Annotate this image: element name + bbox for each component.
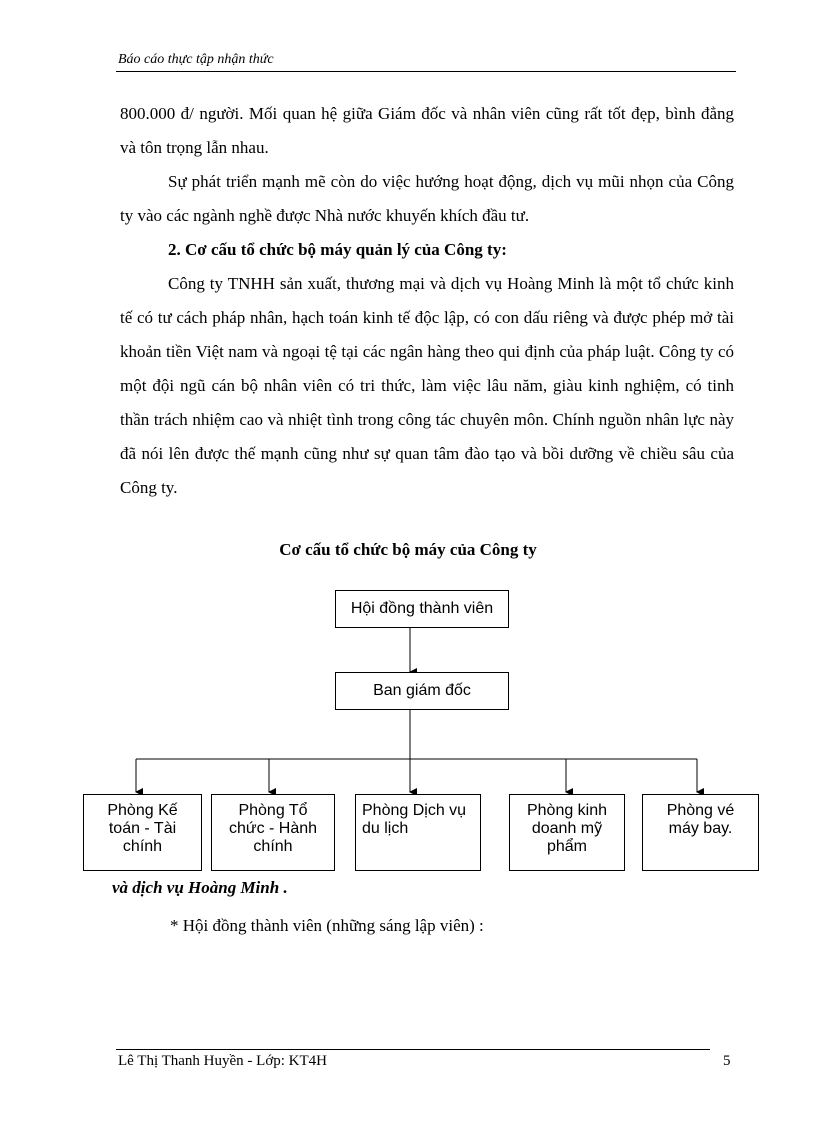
- org-box-dept-cosmetics: Phòng kinh doanh mỹ phẩm: [509, 794, 625, 871]
- footer-author: Lê Thị Thanh Huyền - Lớp: KT4H: [118, 1053, 328, 1069]
- section-heading: 2. Cơ cấu tổ chức bộ máy quản lý của Công ty:: [168, 240, 507, 259]
- org-box-dept-travel: Phòng Dịch vụ du lịch: [355, 794, 481, 871]
- org-box-dept-tickets: Phòng vé máy bay.: [642, 794, 759, 871]
- members-heading: * Hội đồng thành viên (những sáng lập viên) :: [170, 916, 484, 935]
- page-number: 5: [723, 1053, 731, 1069]
- figure-caption: và dịch vụ Hoàng Minh .: [112, 878, 288, 897]
- running-header: Báo cáo thực tập nhận thức: [118, 52, 274, 67]
- paragraph-2: Sự phát triển mạnh mẽ còn do việc hướng hoạt động, dịch vụ mũi nhọn của Công ty vào các ngành nghề được Nhà nước khuyến khích đầu tư.: [120, 172, 734, 225]
- org-box-board-of-directors: Ban giám đốc: [335, 672, 509, 710]
- org-box-members-council: Hội đồng thành viên: [335, 590, 509, 628]
- paragraph-3: Công ty TNHH sản xuất, thương mại và dịch vụ Hoàng Minh là một tổ chức kinh tế có tư cách pháp nhân, hạch toán kinh tế độc lập, có con dấu riêng và được phép mở tài khoản tiền Việt nam và ngoại tệ tại các ngân hàng theo qui định của pháp luật. Công ty có một đội ngũ cán bộ nhân viên có tri thức, làm việc lâu năm, giàu kinh nghiệm, có tinh thần trách nhiệm cao và nhiệt tình trong công tác chuyên môn. Chính nguồn nhân lực này đã nói lên được thế mạnh cũng như sự quan tâm đào tạo và bồi dưỡng về chiều sâu của Công ty.: [120, 274, 734, 497]
- paragraph-1: 800.000 đ/ người. Mối quan hệ giữa Giám đốc và nhân viên cũng rất tốt đẹp, bình đẳng và tôn trọng lẫn nhau.: [120, 104, 734, 157]
- org-chart-title: Cơ cấu tổ chức bộ máy của Công ty: [279, 540, 537, 559]
- org-box-dept-admin: Phòng Tổ chức - Hành chính: [211, 794, 335, 871]
- org-box-dept-accounting: Phòng Kế toán - Tài chính: [83, 794, 202, 871]
- footer-rule: [116, 1049, 710, 1050]
